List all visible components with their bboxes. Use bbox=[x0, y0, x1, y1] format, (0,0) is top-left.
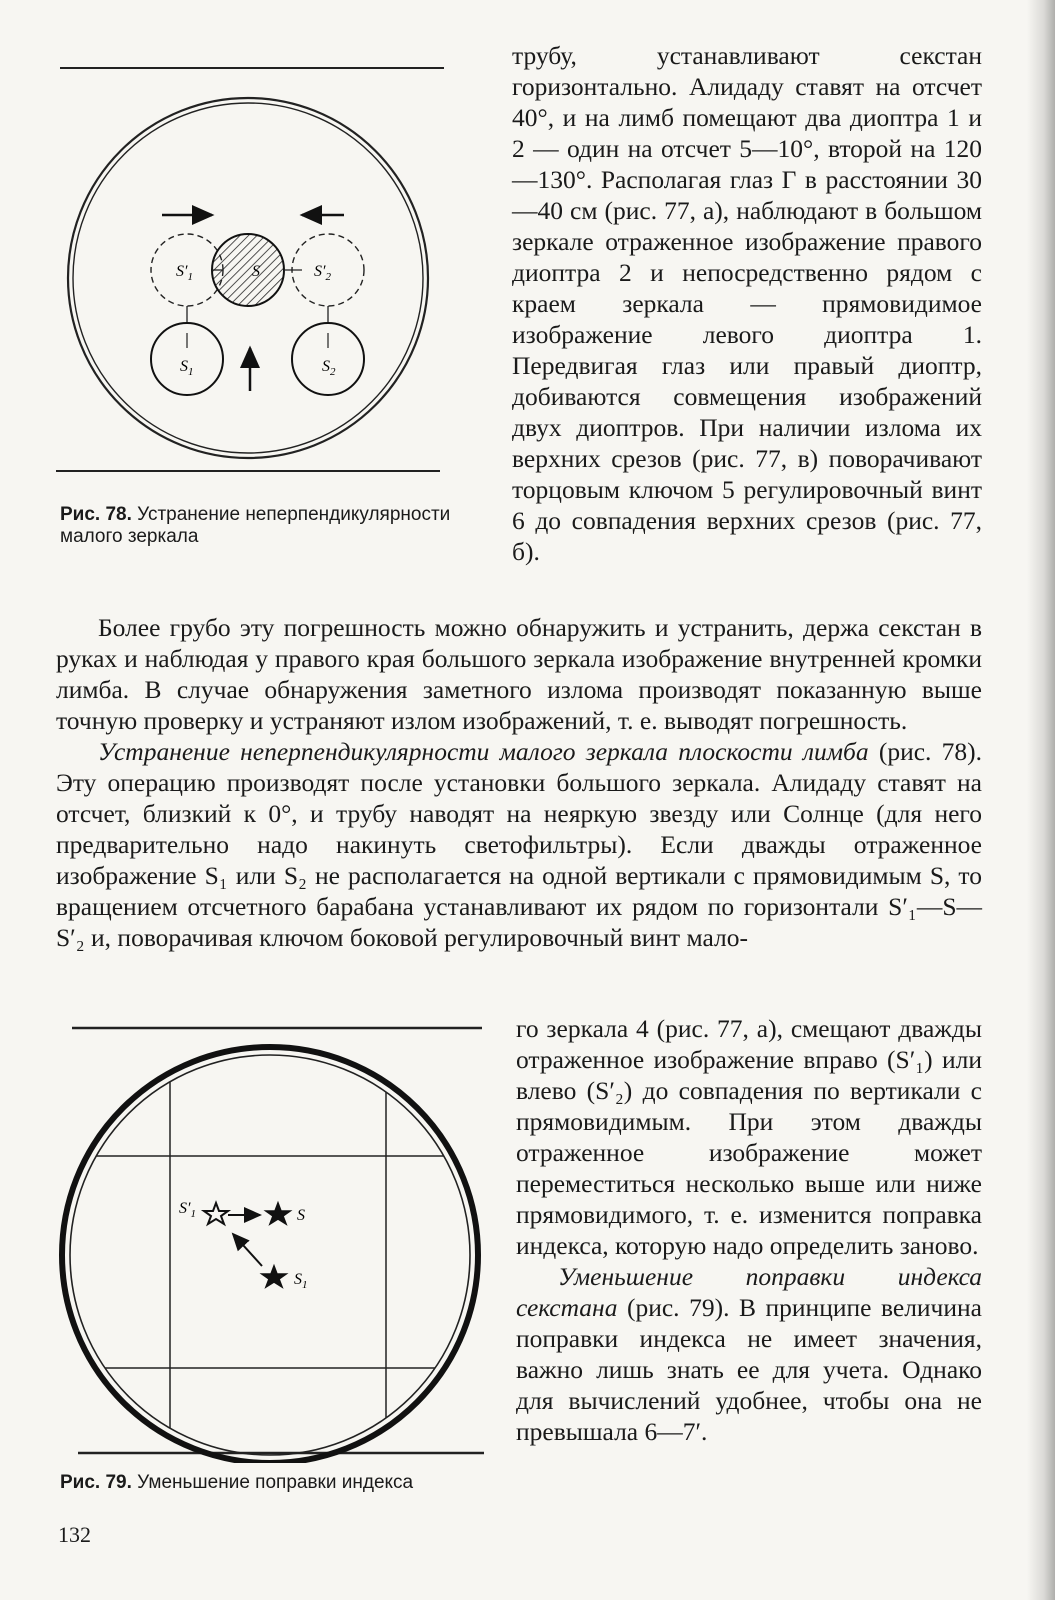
paragraph-small-mirror bbox=[56, 736, 982, 953]
figure-79-caption bbox=[60, 1472, 510, 1494]
paragraph-small-mirror-body: (рис. 78). Эту операцию производят после установки большого зеркала. Алидаду ставят на отсчет, близкий к 0°, и трубу наводят на неяркую звезду или Солнце (для него предварительно надо накинуть светофильтры). Если дважды отраженное изображение S₁ или S₂ не располагается на одной вертикали с прямовидимым S, то вращением отсчетного барабана устанавливают их рядом по горизонтали S′₁—S—S′₂ и, поворачивая ключом боковой регулировочный винт мало- bbox=[56, 737, 982, 952]
label-s: S bbox=[252, 263, 260, 280]
figure-78-drawing bbox=[52, 58, 452, 488]
label-s1-prime: $S'_1$ bbox=[179, 1200, 196, 1220]
paragraph-index-correction bbox=[516, 1261, 982, 1447]
figure-79-caption-text: Уменьшение поправки индекса bbox=[137, 1472, 414, 1493]
label-s: S bbox=[297, 1207, 305, 1224]
page-number: 132 bbox=[58, 1522, 91, 1547]
figure-79-caption-label: Рис. 79. bbox=[60, 1472, 132, 1493]
paragraph-index-title: Уменьшение поправки индекса секстана bbox=[516, 1262, 982, 1322]
paragraph-diopters: трубу, устанавливают секстан горизонтально. Алидаду ставят на отсчет 40°, и на лимб помещают два диоптра 1 и 2 — один на отсчет 5—10°, второй на 120—130°. Располагая глаз Г в расстоянии 30—40 см (рис. 77, а), наблюдают в большом зеркале отраженное изображение правого диоптра 2 и непосредственно рядом с краем зеркала — прямовидимое изображение левого диоптра 1. Передвигая глаз или правый диоптр, добиваются совмещения изображений двух диоптров. При наличии излома их верхних срезов (рис. 77, в) поворачивают торцовым ключом 5 регулировочный винт 6 до совпадения верхних срезов (рис. 77, б). bbox=[512, 41, 982, 566]
text-full-width bbox=[56, 612, 982, 953]
text-column-top bbox=[512, 40, 982, 567]
label-s1: $S_1$ bbox=[294, 1271, 308, 1291]
paragraph-small-mirror-title: Устранение неперпендикулярности малого зеркала плоскости лимба bbox=[98, 737, 869, 766]
paragraph-rough-check: Более грубо эту погрешность можно обнаружить и устранить, держа секстан в руках и наблюдая у правого края большого зеркала изображение внутренней кромки лимба. В случае обнаружения заметного излома производят показанную выше точную проверку и устраняют излом изображений, т. е. выводят погрешность. bbox=[56, 613, 982, 735]
figure-78-caption-label: Рис. 78. bbox=[60, 504, 132, 525]
label-s2: $S_2$ bbox=[322, 358, 336, 378]
page-edge-shadow bbox=[1027, 0, 1055, 1600]
figure-78 bbox=[52, 58, 452, 488]
label-s1-prime: $S'_1$ bbox=[176, 263, 193, 283]
figure-78-caption-text: Устранение неперпендикулярности малого зеркала bbox=[60, 504, 451, 547]
paragraph-index-body: (рис. 79). В принципе величина поправки индекса не имеет значения, важно лишь знать ее для учета. Однако для вычислений удобнее, чтобы она не превышала 6—7′. bbox=[516, 1293, 982, 1446]
label-s1: $S_1$ bbox=[180, 358, 194, 378]
figure-79 bbox=[58, 1018, 488, 1463]
text-column-bottom bbox=[516, 1013, 982, 1447]
label-s2-prime: $S'_2$ bbox=[314, 263, 331, 283]
figure-79-drawing bbox=[58, 1018, 488, 1463]
figure-78-caption bbox=[60, 504, 460, 548]
paragraph-continuation: го зеркала 4 (рис. 77, а), смещают дважды отраженное изображение вправо (S′₁) или влево (S′₂) до совпадения по вертикали с прямовидимым. При этом дважды отраженное изображение может переместиться несколько выше или ниже прямовидимого, т. е. изменится поправка индекса, которую надо определить заново. bbox=[516, 1014, 982, 1260]
